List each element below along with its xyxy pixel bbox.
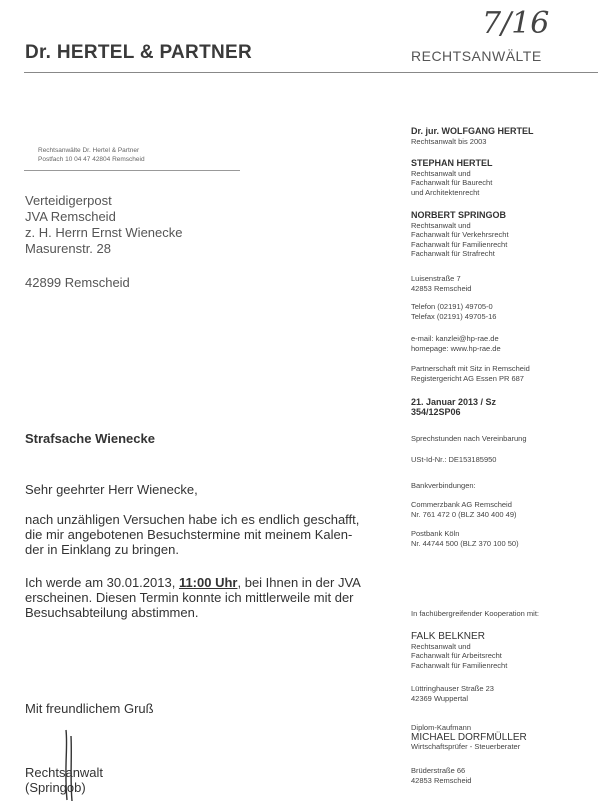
paragraph-1: nach unzähligen Versuchen habe ich es endlich geschafft, die mir angebotenen Besuchstermine mit meinem Kalen- der in Einklang zu bringen. [25,512,360,557]
office-address: Luisenstraße 7 42853 Remscheid [411,274,472,293]
salutation: Sehr geehrter Herr Wienecke, [25,482,198,497]
closing: Mit freundlichem Gruß [25,701,154,716]
recipient-address: Verteidigerpost JVA Remscheid z. H. Herrn Ernst Wienecke Masurenstr. 28 [25,193,183,256]
lawyer-springob: NORBERT SPRINGOB Rechtsanwalt und Fachanwalt für Verkehrsrecht Fachanwalt für Familienrecht Fachanwalt für Strafrecht [411,210,509,258]
bank-postbank: Postbank Köln Nr. 44744 500 (BLZ 370 100 50) [411,529,519,548]
date-ref: 21. Januar 2013 / Sz 354/12SP06 [411,397,497,417]
vat-id: USt-Id-Nr.: DE153185950 [411,455,497,464]
cooperation-label: In fachübergreifender Kooperation mit: [411,609,539,618]
lawyer-hertel-s: STEPHAN HERTEL Rechtsanwalt und Fachanwalt für Baurecht und Architektenrecht [411,158,493,197]
register-info: Partnerschaft mit Sitz in Remscheid Registergericht AG Essen PR 687 [411,364,530,383]
paragraph-2: Ich werde am 30.01.2013, 11:00 Uhr, bei Ihnen in der JVA erscheinen. Diesen Termin konnte ich mittlerweile mit der Besuchsabteilung abstimmen. [25,575,361,620]
lawyer-hertel-w: Dr. jur. WOLFGANG HERTEL Rechtsanwalt bis 2003 [411,126,534,146]
firm-title: RECHTSANWÄLTE [411,48,542,64]
office-hours: Sprechstunden nach Vereinbarung [411,434,527,443]
bank-title: Bankverbindungen: [411,481,476,490]
subject-line: Strafsache Wienecke [25,431,155,446]
dorfmueller-address: Brüderstraße 66 42853 Remscheid [411,766,472,785]
web-contact: e-mail: kanzlei@hp-rae.de homepage: www.hp-rae.de [411,334,501,353]
recipient-city: 42899 Remscheid [25,275,130,290]
phone-numbers: Telefon (02191) 49705-0 Telefax (02191) 49705-16 [411,302,497,321]
partner-dorfmueller: Diplom-Kaufmann MICHAEL DORFMÜLLER Wirtschaftsprüfer - Steuerberater [411,723,527,751]
firm-name: Dr. HERTEL & PARTNER [25,42,252,63]
bank-commerzbank: Commerzbank AG Remscheid Nr. 761 472 0 (BLZ 340 400 49) [411,500,517,519]
belkner-address: Lüttringhauser Straße 23 42369 Wuppertal [411,684,494,703]
sender-line: Rechtsanwälte Dr. Hertel & Partner Postfach 10 04 47 42804 Remscheid [38,147,145,163]
header-divider [24,72,598,73]
handwritten-note: 7/16 [482,6,550,41]
sender-divider [24,170,240,171]
partner-belkner: FALK BELKNER Rechtsanwalt und Fachanwalt für Arbeitsrecht Fachanwalt für Familienrecht [411,631,508,670]
signature-block: Rechtsanwalt (Springob) [25,765,104,795]
